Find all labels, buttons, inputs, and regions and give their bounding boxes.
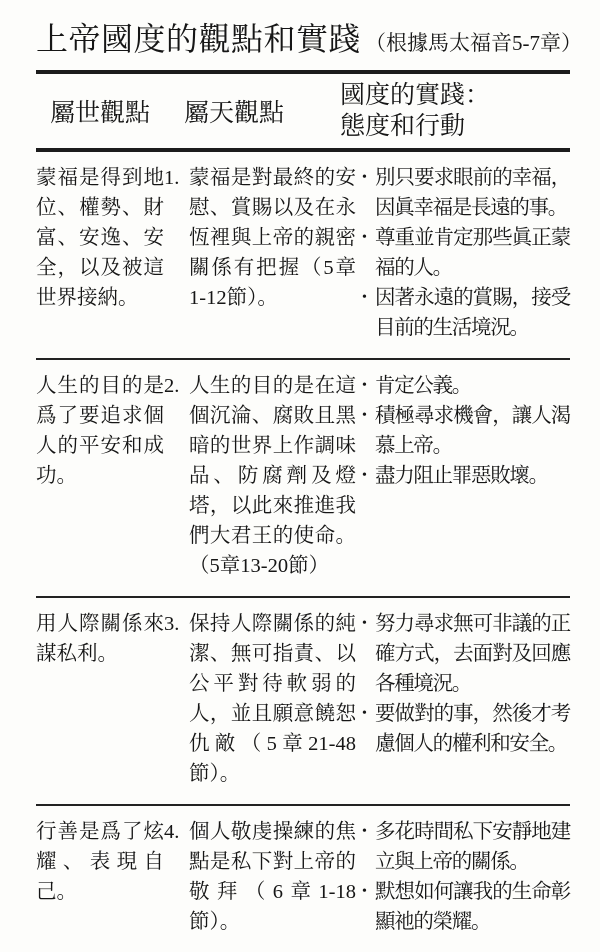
table-row (36, 360, 570, 598)
heavenly-view-cell (164, 609, 362, 789)
practice-item (362, 163, 570, 223)
worldly-view-cell: 用人際關係來謀私利。 (36, 613, 164, 665)
header-heavenly-view: 屬天觀點 (184, 100, 285, 127)
header-kingdom-practice (340, 80, 570, 142)
heavenly-view-text: 蒙福是對最終的安慰、賞賜以及在永恆裡與上帝的親密關係有把握（5章1-12節）。 (189, 167, 356, 309)
item-number: 4. (164, 821, 180, 843)
item-number: 2. (164, 375, 180, 397)
practice-cell (362, 163, 570, 343)
practice-item (362, 371, 570, 401)
heavenly-view-cell (164, 371, 362, 581)
practice-text: 別只要求眼前的幸福，因眞幸福是長遠的事。 (375, 167, 570, 219)
heavenly-view-text: 人生的目的是在這個沉淪、腐敗且黑暗的世界上作調味品、防腐劑及燈塔，以此來推進我們大君王的使命。（5章13-20節） (189, 375, 356, 577)
heavenly-view-text: 個人敬虔操練的焦點是私下對上帝的敬拜（6章1-18節）。 (189, 821, 356, 933)
practice-item (362, 817, 570, 877)
bullet-icon: • (362, 230, 367, 245)
worldly-view-cell: 人生的目的是爲了要追求個人的平安和成功。 (36, 375, 164, 487)
table-row (36, 152, 570, 360)
practice-cell (362, 371, 570, 581)
table-header-row (36, 74, 570, 152)
practice-text: 積極尋求機會，讓人渴慕上帝。 (375, 405, 570, 457)
worldly-view-cell: 行善是爲了炫耀、表現自己。 (36, 821, 164, 903)
item-number: 1. (164, 167, 180, 189)
practice-text: 肯定公義。 (375, 375, 471, 397)
bullet-icon: • (362, 824, 367, 839)
table-row (36, 598, 570, 806)
practice-cell (362, 817, 570, 937)
practice-text: 努力尋求無可非議的正確方式，去面對及回應各種境況。 (375, 613, 570, 695)
heavenly-view-cell (164, 163, 362, 343)
practice-item (362, 283, 570, 343)
header-worldly-view: 屬世觀點 (50, 100, 151, 127)
header-practice-line2: 態度和行動 (340, 113, 466, 140)
practice-item (362, 401, 570, 461)
header-practice-line1: 國度的實踐： (340, 82, 491, 109)
bullet-icon: • (362, 290, 367, 305)
practice-item (362, 609, 570, 699)
table-row (36, 806, 570, 952)
title-main-text: 上帝國度的觀點和實踐 (36, 21, 362, 57)
practice-text: 盡力阻止罪惡敗壞。 (375, 465, 548, 487)
practice-text: 要做對的事，然後才考慮個人的權利和安全。 (375, 703, 570, 755)
title-subtitle-text: （根據馬太福音5-7章） (365, 31, 583, 55)
item-number: 3. (164, 613, 180, 635)
bullet-icon: • (362, 468, 367, 483)
worldly-view-cell: 蒙福是得到地位、權勢、財富、安逸、安全，以及被這世界接納。 (36, 167, 164, 309)
bullet-icon: • (362, 408, 367, 423)
comparison-table (36, 70, 570, 952)
practice-text: 因著永遠的賞賜，接受目前的生活境況。 (375, 287, 570, 339)
practice-item (362, 699, 570, 759)
bullet-icon: • (362, 884, 367, 899)
practice-cell (362, 609, 570, 789)
practice-item (362, 223, 570, 283)
page-title (36, 14, 583, 60)
bullet-icon: • (362, 706, 367, 721)
practice-text: 多花時間私下安靜地建立與上帝的關係。 (375, 821, 570, 873)
practice-item (362, 877, 570, 937)
heavenly-view-cell (164, 817, 362, 937)
practice-text: 尊重並肯定那些眞正蒙福的人。 (375, 227, 570, 279)
heavenly-view-text: 保持人際關係的純潔、無可指責、以公平對待軟弱的人，並且願意饒恕仇敵（5章21-48節）。 (189, 613, 356, 785)
practice-item (362, 461, 570, 491)
bullet-icon: • (362, 378, 367, 393)
bullet-icon: • (362, 170, 367, 185)
bullet-icon: • (362, 616, 367, 631)
practice-text: 默想如何讓我的生命彰顯祂的榮耀。 (375, 881, 570, 933)
